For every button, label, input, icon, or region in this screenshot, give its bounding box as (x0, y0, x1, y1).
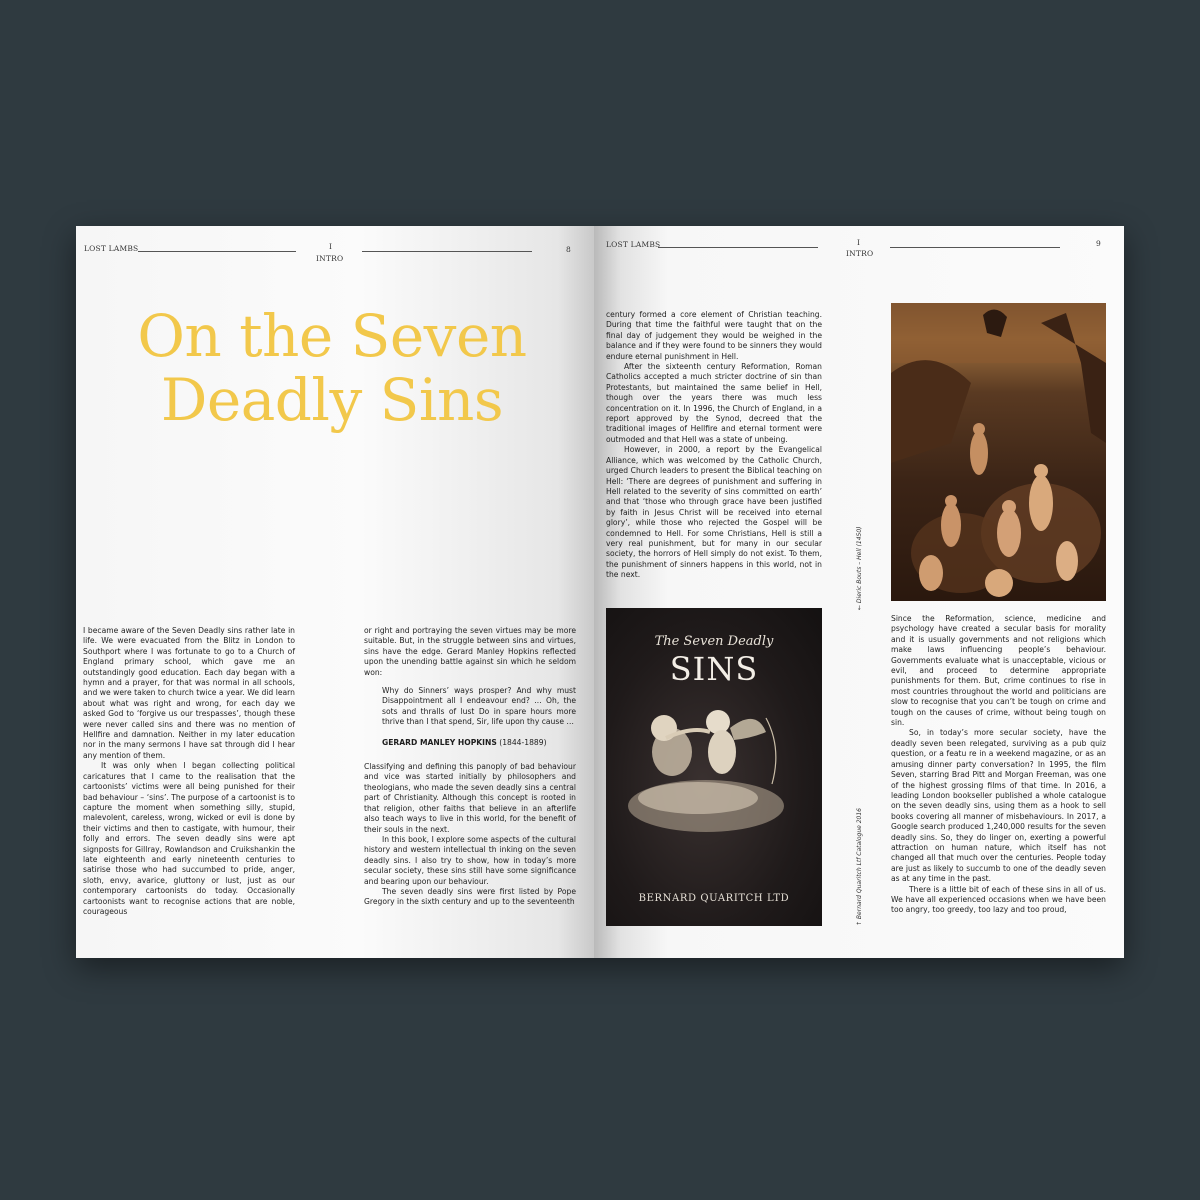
section-number: I (329, 242, 333, 251)
book-title-large: SINS (669, 650, 759, 688)
page-number: 9 (1096, 239, 1101, 248)
paragraph: The seven deadly sins were first listed by Pope Gregory in the sixth century and up to the seventeenth (364, 886, 576, 907)
header-rule (890, 247, 1060, 248)
left-page (76, 226, 594, 958)
book-title-small: The Seven Deadly (654, 634, 774, 649)
section-number: I (857, 238, 861, 247)
hell-painting-image (891, 303, 1106, 601)
quote-author: GERARD MANLEY HOPKINS (382, 737, 497, 747)
quote-dates: (1844-1889) (496, 737, 547, 747)
magazine-spread (76, 226, 1124, 958)
paragraph: After the sixteenth century Reformation, Roman Catholics accepted a much stricter doctrine of sin than Protestants, but maintained the same belief in Hell, though over the years there was much less concentration on it. In 1996, the Church of England, in a report approved by the Synod, decreed that the traditional images of Hellfire and eternal torment were outmoded and that Hell was a state of unbeing. (606, 362, 822, 444)
text-column (606, 310, 822, 581)
paragraph: So, in today’s more secular society, have the deadly seven been relegated, surviving as a pub quiz question, or a featu re in a weekend magazine, or as an amusing dinner party conversation? In 1995, the film Seven, starring Brad Pitt and Morgan Freeman, was one of the highest grossing films of that time. In 2016, a leading London bookseller published a whole catalogue on the seven deadly sins, using them as a hook to sell books covering all manner of misbehaviours. In 2017, a Google search produced 1,240,000 results for the seven deadly sins. So, they do linger on, exerting a powerful attraction on human nature, which itself has not changed all that much over the centuries. People today are just as likely to succumb to one of the deadly seven as at any time in the past. (891, 728, 1106, 884)
book-caption: ↑ Bernard Quaritch Ltf Catalogue 2016 (856, 808, 863, 926)
paragraph: Classifying and defining this panoply of bad behaviour and vice was started initially by philosophers and theologians, who made the seven deadly sins a central part of Christianity. Although this concept is rooted in that religion, other faiths that believe in an afterlife also teach ways to live in this world, for the benefit of their souls in the next. (364, 762, 576, 834)
book-publisher: BERNARD QUARITCH LTD (638, 893, 790, 904)
title-line: Deadly Sins (160, 366, 504, 434)
paragraph: However, in 2000, a report by the Evangelical Alliance, which was welcomed by the Catholic Church, urged Church leaders to present the Biblical teaching on Hell: ‘There are degrees of punishment and suffering in Hell related to the severity of sins committed on earth’ and that ‘those who through grace have been justified by faith in Jesus Christ will be received into eternal glory’, while those who rejected the Gospel will be condemned to Hell. For some Christians, Hell is still a very real punishment, but for many in our secular society, the horrors of Hell simply do not exist. To them, the punishment of sinners happens in this world, not in the next. (606, 445, 822, 580)
text-column (891, 614, 1106, 916)
paragraph: or right and portraying the seven virtues may be more suitable. But, in the struggle between sins and virtues, sins have the edge. Gerard Manley Hopkins reflected upon the unending battle against sin which he seldom won: (364, 626, 576, 677)
paragraph: I became aware of the Seven Deadly sins rather late in life. We were evacuated from the Blitz in London to Southport where I was fortunate to go to a Church of England primary school, which gave me an outstandingly good education. Each day began with a hymn and a prayer, for that was normal in all schools, and we were taken to church twice a year. We did learn about what was right and wrong, for each day we asked God to ‘forgive us our trespasses’, though these were never called sins and there was no mention of Hellfire and damnation. Neither in my later education nor in the many sermons I have sat through did I hear any mention of them. (83, 626, 295, 760)
painting-caption: ← Dieric Bouts – Hell (1450) (856, 526, 863, 610)
painting-illustration (891, 303, 1106, 601)
running-head: LOST LAMBS (84, 244, 139, 253)
section-name: INTRO (846, 249, 874, 258)
page-number: 8 (566, 245, 571, 254)
header-rule (138, 251, 296, 252)
book-cover-image (606, 608, 822, 926)
title-line: On the Seven (137, 302, 527, 370)
right-page (594, 226, 1124, 958)
paragraph: It was only when I began collecting political caricatures that I came to the realisation that the cartoonists’ victims were all being punished for their bad behaviour – ‘sins’. The purpose of a cartoonist is to capture the moment when something silly, stupid, malevolent, careless, wrong, wicked or evil is done by their victims and then to castigate, with humour, their folly and errors. The seven deadly sins were apt signposts for Gillray, Rowlandson and Cruikshankin the late eighteenth and early nineteenth centuries to satirise those who had succumbed to pride, anger, sloth, envy, avarice, gluttony or lust, just as our contemporary cartoonists do today. Occasionally cartoonists want to recognise actions that are noble, courageous (83, 761, 295, 916)
section-name: INTRO (316, 254, 344, 263)
paragraph: Since the Reformation, science, medicine and psychology have created a secular basis for morality and it is usually governments and not religions which make laws influencing people’s behaviour. Governments evaluate what is unacceptable, vicious or evil, and proceed to determine appropriate punishments for them. But, crime continues to rise in most countries throughout the world and politicians are slow to recognise that you can’t be tough on crime and tough on the causes of crime, without being tough on sin. (891, 614, 1106, 728)
header-rule (362, 251, 532, 252)
header-rule (658, 247, 818, 248)
text-column (364, 626, 576, 908)
cherub-illustration (606, 688, 822, 888)
paragraph: In this book, I explore some aspects of the cultural history and western intellectual th inking on the seven deadly sins. I also try to show, how in today’s more secular society, these sins still have some significance and bearing upon our behaviour. (364, 834, 576, 886)
block-quote: Why do Sinners’ ways prosper? And why must Disappointment all I endeavour end? … Oh, the sots and thralls of lust Do in spare hours more thrive than I that spend, Sir, life upon thy cause … (382, 686, 576, 727)
article-title (92, 304, 572, 432)
paragraph: century formed a core element of Christian teaching. During that time the faithful were taught that on the final day of judgement they would be weighed in the balance and if they were found to be sinners they would endure eternal punishment in Hell. (606, 310, 822, 361)
paragraph: There is a little bit of each of these sins in all of us. We have all experienced occasions when we have been too angry, too greedy, too lazy and too proud, (891, 884, 1106, 915)
text-column (83, 626, 295, 917)
running-head: LOST LAMBS (606, 240, 661, 249)
quote-attribution (382, 738, 576, 748)
